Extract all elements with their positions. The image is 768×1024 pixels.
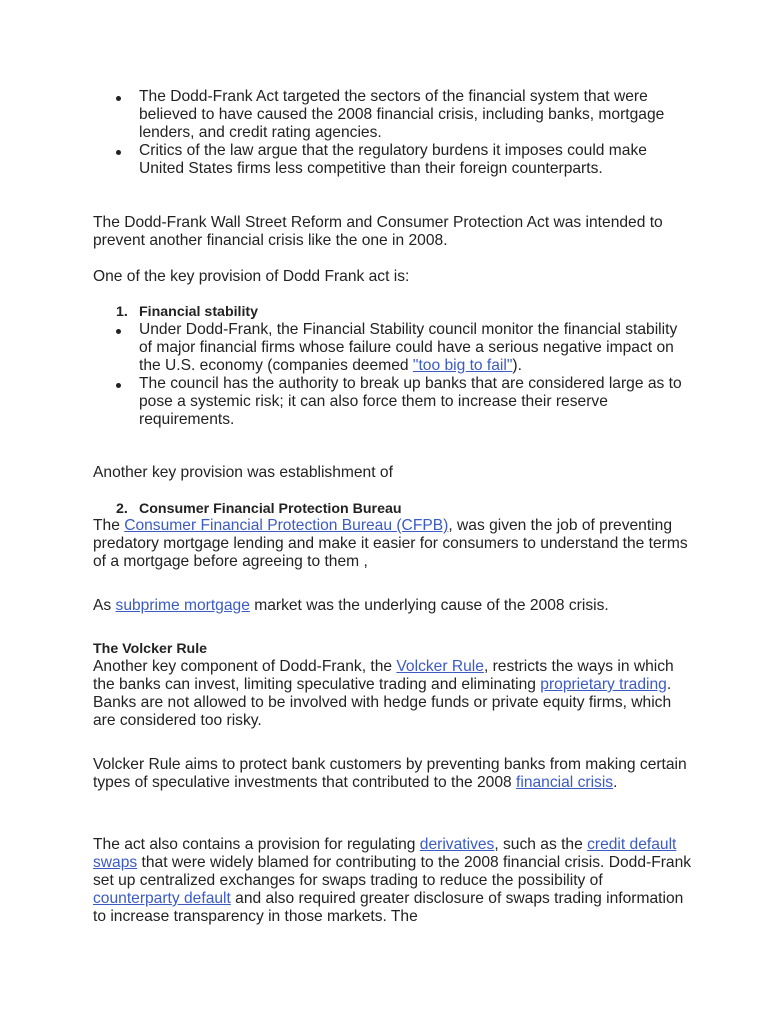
paragraph-text: The bbox=[93, 517, 125, 534]
subprime-mortgage-link[interactable]: subprime mortgage bbox=[115, 597, 250, 614]
list-item-text: ). bbox=[512, 357, 522, 374]
proprietary-trading-link[interactable]: proprietary trading bbox=[540, 676, 667, 693]
paragraph-text: As bbox=[93, 597, 116, 614]
volcker-paragraph-1 bbox=[93, 658, 693, 730]
counterparty-default-link[interactable]: counterparty default bbox=[93, 890, 231, 907]
paragraph-text: , such as the bbox=[494, 836, 588, 853]
section-number: 2. bbox=[116, 501, 128, 517]
paragraph-text: . bbox=[613, 774, 618, 791]
too-big-to-fail-link[interactable]: "too big to fail" bbox=[412, 357, 513, 374]
paragraph-text: Another key component of Dodd-Frank, the bbox=[93, 658, 397, 675]
volcker-paragraph-2 bbox=[93, 756, 693, 792]
another-provision-text: Another key provision was establishment of bbox=[93, 464, 393, 481]
volcker-rule-link[interactable]: Volcker Rule bbox=[396, 658, 484, 675]
section-heading-financial-stability bbox=[93, 303, 693, 321]
list-item: The Dodd-Frank Act targeted the sectors of the financial system that were believed to have caused the 2008 financial crisis, including banks, mortgage lenders, and credit rating agencies. bbox=[93, 88, 693, 142]
key-provision-intro: One of the key provision of Dodd Frank act is: bbox=[93, 268, 410, 285]
section-number: 1. bbox=[116, 304, 128, 320]
section-title: Consumer Financial Protection Bureau bbox=[139, 501, 402, 517]
list-item-text: Under Dodd-Frank, the Financial Stability council monitor the financial stability of major financial firms whose failure could have a serious negative impact on the U.S. economy (companies deemed bbox=[139, 321, 678, 374]
financial-stability-bullets bbox=[93, 321, 693, 429]
list-item: Critics of the law argue that the regulatory burdens it imposes could make United States firms less competitive than their foreign counterparts. bbox=[93, 142, 693, 178]
section-title: Financial stability bbox=[139, 304, 259, 320]
cfpb-link[interactable]: Consumer Financial Protection Bureau (CFPB) bbox=[124, 517, 449, 534]
paragraph-text: , restricts the ways in which the banks can invest, limiting speculative trading and eliminating bbox=[93, 658, 674, 693]
financial-crisis-link[interactable]: financial crisis bbox=[516, 774, 614, 791]
subprime-paragraph bbox=[93, 597, 693, 615]
list-item: The council has the authority to break up banks that are considered large as to pose a systemic risk; it can also force them to increase their reserve requirements. bbox=[93, 375, 693, 429]
paragraph-text: Volcker Rule aims to protect bank customers by preventing banks from making certain types of speculative investments that contributed to the 2008 bbox=[93, 756, 687, 791]
credit-default-swaps-link[interactable]: credit default swaps bbox=[93, 836, 677, 871]
paragraph-text: The act also contains a provision for regulating bbox=[93, 836, 420, 853]
summary-bullets bbox=[93, 88, 693, 178]
paragraph-text: and also required greater disclosure of swaps trading information to increase transparency in those markets. The bbox=[93, 890, 684, 925]
paragraph-text: that were widely blamed for contributing to the 2008 financial crisis. Dodd-Frank set up centralized exchanges for swaps trading to reduce the possibility of bbox=[93, 854, 692, 889]
volcker-rule-heading: The Volcker Rule bbox=[93, 641, 208, 657]
list-item bbox=[93, 321, 693, 375]
section-heading-cfpb bbox=[93, 500, 693, 518]
intro-paragraph: The Dodd-Frank Wall Street Reform and Consumer Protection Act was intended to prevent another financial crisis like the one in 2008. bbox=[93, 214, 663, 249]
paragraph-text: market was the underlying cause of the 2008 crisis. bbox=[249, 597, 609, 614]
derivatives-paragraph bbox=[93, 836, 693, 926]
cfpb-paragraph bbox=[93, 517, 693, 571]
paragraph-text: . Banks are not allowed to be involved with hedge funds or private equity firms, which are considered too risky. bbox=[93, 676, 672, 729]
derivatives-link[interactable]: derivatives bbox=[419, 836, 495, 853]
paragraph-text: , was given the job of preventing predatory mortgage lending and make it easier for consumers to understand the terms of a mortgage before agreeing to them , bbox=[93, 517, 688, 570]
